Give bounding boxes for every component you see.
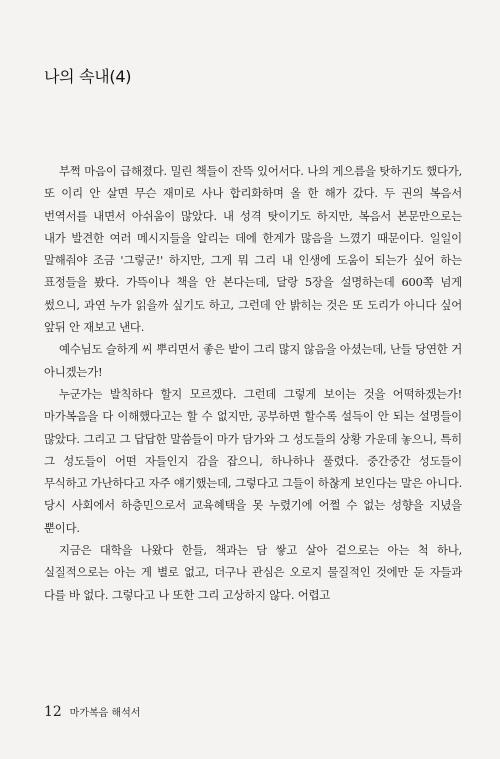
page-footer: [44, 704, 140, 720]
page-number: 12: [44, 704, 62, 720]
body-text: [44, 160, 462, 606]
running-book-title: 마가복음 해석서: [69, 708, 141, 719]
paragraph-1: 부쩍 마음이 급해졌다. 밀린 책들이 잔뜩 있어서다. 나의 게으름을 탓하기도 했다가, 또 이리 안 살면 무슨 재미로 사나 합리화하며 올 한 해가 갔다. 두 권의 복음서 번역서를 내면서 아쉬움이 많았다. 내 성격 탓이기도 하지만, 복음서 본문만으로는 내가 발견한 여러 메시지들을 알리는 데에 한계가 많음을 느꼈기 때문이다. 일일이 말해줘야 조금 '그렇군!' 하지만, 그게 뭐 그리 내 인생에 도움이 되는가 싶어 하는 표정들을 봤다. 가뜩이나 책을 안 본다는데, 달랑 5장을 설명하는데 600쪽 넘게 썼으니, 과연 누가 읽을까 싶기도 하고, 그런데 안 밝히는 것은 또 도리가 아니다 싶어 앞뒤 안 재보고 낸다.: [44, 164, 462, 335]
paragraph-2: 예수님도 슬하게 씨 뿌리면서 좋은 밭이 그리 많지 않음을 아셨는데, 난들 당연한 거 아니겠는가!: [44, 342, 462, 379]
paragraph-4: 지금은 대학을 나왔다 한들, 책과는 담 쌓고 살아 겉으로는 아는 척 하나, 실질적으로는 아는 게 별로 없고, 더구나 관심은 오로지 물질적인 것에만 둔 자들과 다를 바 없다. 그렇다고 나 또한 그리 고상하지 않다. 어렵고: [44, 543, 462, 602]
chapter-title: 나의 속내(4): [44, 67, 132, 86]
paragraph-3: 누군가는 발칙하다 할지 모르겠다. 그런데 그렇게 보이는 것을 어떡하겠는가! 마가복음을 다 이해했다고는 할 수 없지만, 공부하면 할수록 설득이 안 되는 설명들이 많았다. 그리고 그 답답한 말씀들이 마가 담가와 그 성도들의 상황 가운데 놓으니, 특히 그 성도들이 어떤 자들인지 감을 잡으니, 하나하나 풀렸다. 중간중간 성도들이 무식하고 가난하다고 자주 얘기했는데, 그렇다고 그들이 하찮게 보인다는 말은 아니다. 당시 사회에서 하층민으로서 교육혜택을 못 누렸기에 어쩔 수 없는 성향을 지녔을 뿐이다.: [44, 386, 462, 535]
